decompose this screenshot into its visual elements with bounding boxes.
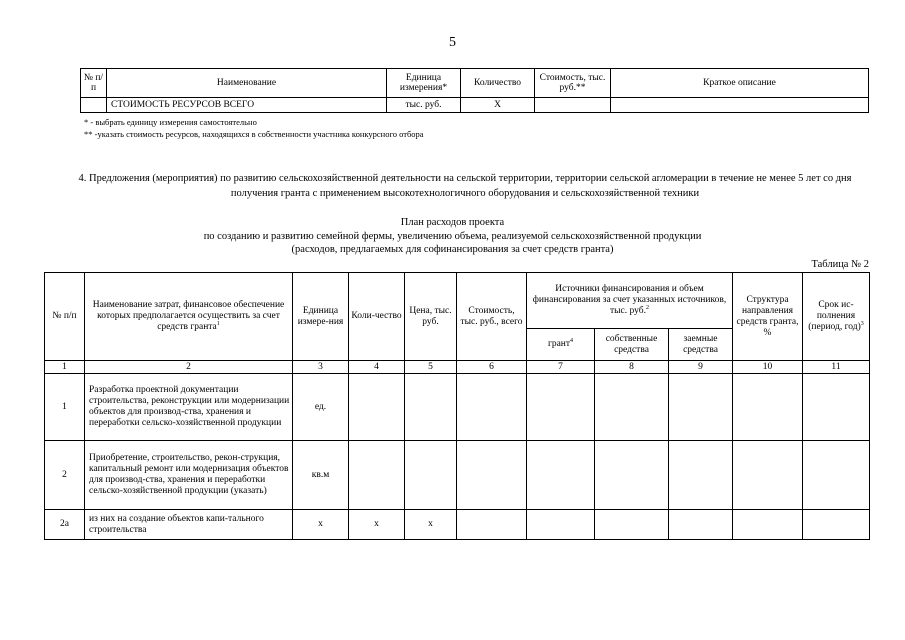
row-cell	[803, 441, 870, 510]
hdr-loan: заемные средства	[669, 329, 733, 361]
col-number: 3	[293, 361, 349, 374]
col-number: 11	[803, 361, 870, 374]
col-name: Наименование	[107, 69, 387, 98]
hdr-num: № п/п	[45, 273, 85, 361]
row-cell	[527, 510, 595, 540]
col-number: 10	[733, 361, 803, 374]
plan-title-line: по созданию и развитию семейной фермы, увеличению объема, реализуемой сельскохозяйственной продукции	[203, 230, 702, 242]
total-unit: тыс. руб.	[387, 98, 461, 113]
total-cost	[535, 98, 611, 113]
column-numbers-row	[45, 361, 870, 374]
plan-title-line: (расходов, предлагаемых для софинансирования за счет средств гранта)	[291, 244, 614, 255]
col-number: 9	[669, 361, 733, 374]
footnotes	[84, 116, 424, 140]
hdr-own: собственные средства	[595, 329, 669, 361]
row-qty	[349, 441, 405, 510]
row-num: 2а	[45, 510, 85, 540]
footnote: * - выбрать единицу измерения самостоятельно	[84, 117, 257, 127]
col-number: 6	[457, 361, 527, 374]
row-num: 2	[45, 441, 85, 510]
col-number: 2	[85, 361, 293, 374]
col-number: 4	[349, 361, 405, 374]
resource-table	[80, 68, 869, 113]
resource-total-row	[81, 98, 869, 113]
row-cell	[669, 510, 733, 540]
col-qty: Количество	[461, 69, 535, 98]
col-desc: Краткое описание	[611, 69, 869, 98]
plan-title-line: План расходов проекта	[400, 217, 505, 228]
row-cell	[457, 374, 527, 441]
col-number: 1	[45, 361, 85, 374]
total-name: СТОИМОСТЬ РЕСУРСОВ ВСЕГО	[107, 98, 387, 113]
col-number: 7	[527, 361, 595, 374]
plan-header-row	[45, 273, 870, 329]
hdr-term: Срок ис-полнения (период, год)$^3$	[803, 273, 870, 361]
hdr-cost: Стоимость, тыс. руб., всего	[457, 273, 527, 361]
row-cell	[733, 441, 803, 510]
row-cell	[803, 510, 870, 540]
total-desc	[611, 98, 869, 113]
col-unit: Единица измерения*	[387, 69, 461, 98]
row-cell	[669, 374, 733, 441]
table-label: Таблица № 2	[811, 259, 869, 270]
col-cost: Стоимость, тыс. руб.**	[535, 69, 611, 98]
page-number: 5	[449, 35, 456, 50]
total-qty: Х	[461, 98, 535, 113]
hdr-grant: грант$^4$	[527, 329, 595, 361]
row-name: Разработка проектной документации строительства, реконструкции или модернизации объектов для производ-ства, хранения и переработки сельско-хозяйственной продукции	[85, 374, 293, 441]
row-price: х	[405, 510, 457, 540]
hdr-name: Наименование затрат, финансовое обеспечение которых предполагается осуществить за счет средств гранта$^1$	[85, 273, 293, 361]
col-number: 8	[595, 361, 669, 374]
table-row	[45, 374, 870, 441]
row-cell	[457, 441, 527, 510]
row-cell	[595, 441, 669, 510]
hdr-qty: Коли-чество	[349, 273, 405, 361]
footnote: ** -указать стоимость ресурсов, находящихся в собственности участника конкурсного отбора	[84, 129, 424, 139]
row-cell	[733, 374, 803, 441]
row-price	[405, 374, 457, 441]
row-qty: х	[349, 510, 405, 540]
row-cell	[595, 374, 669, 441]
row-name: Приобретение, строительство, рекон-струкция, капитальный ремонт или модернизация объектов для производ-ства, хранения и переработки сельско-хозяйственной продукции (указать)	[85, 441, 293, 510]
row-cell	[733, 510, 803, 540]
row-num: 1	[45, 374, 85, 441]
row-unit: ед.	[293, 374, 349, 441]
resource-table-header	[81, 69, 869, 98]
total-num	[81, 98, 107, 113]
table-row	[45, 441, 870, 510]
plan-title	[0, 216, 905, 257]
section-heading: 4. Предложения (мероприятия) по развитию сельскохозяйственной деятельности на сельской территории, территории сельской агломерации в течение не менее 5 лет со дня получения гранта с применением высокотехнологичного оборудования и сельскохозяйственной техники	[78, 173, 852, 199]
row-cell	[527, 441, 595, 510]
row-price	[405, 441, 457, 510]
row-cell	[595, 510, 669, 540]
col-number: 5	[405, 361, 457, 374]
row-name: из них на создание объектов капи-тального строительства	[85, 510, 293, 540]
hdr-price: Цена, тыс. руб.	[405, 273, 457, 361]
row-unit: кв.м	[293, 441, 349, 510]
row-cell	[457, 510, 527, 540]
row-cell	[669, 441, 733, 510]
hdr-sources: Источники финансирования и объем финансирования за счет указанных источников, тыс. руб.$^2$	[527, 273, 733, 329]
row-cell	[527, 374, 595, 441]
row-cell	[803, 374, 870, 441]
table-row	[45, 510, 870, 540]
row-qty	[349, 374, 405, 441]
row-unit: х	[293, 510, 349, 540]
hdr-unit: Единица измере-ния	[293, 273, 349, 361]
hdr-structure: Структура направления средств гранта, %	[733, 273, 803, 361]
col-num: № п/п	[81, 69, 107, 98]
plan-table	[44, 272, 870, 540]
